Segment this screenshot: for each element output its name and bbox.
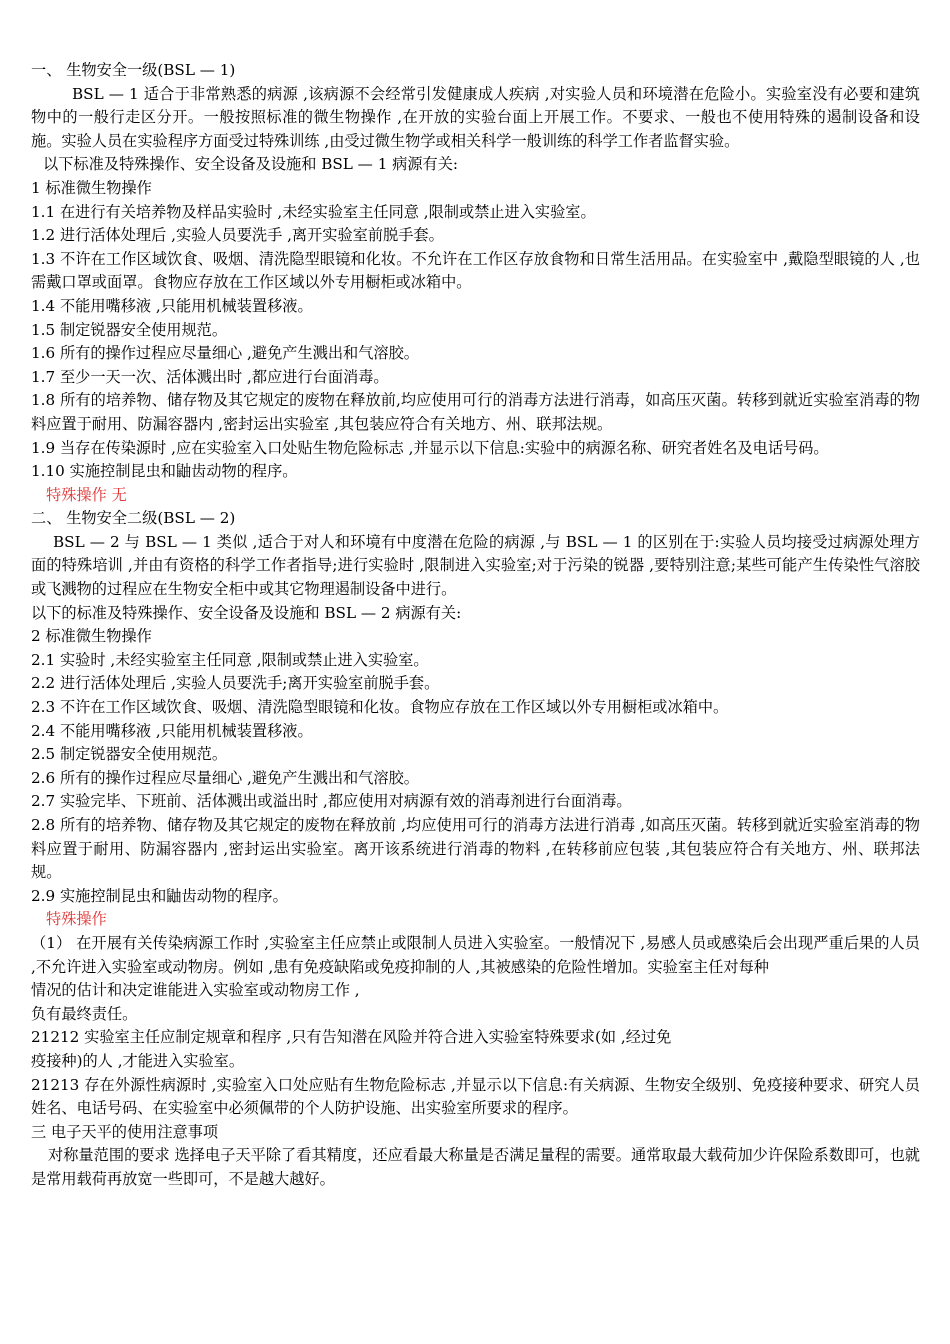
- list-item: 1.1 在进行有关培养物及样品实验时 ,未经实验室主任同意 ,限制或禁止进入实验室。: [31, 202, 596, 221]
- list-item: 1.10 实施控制昆虫和鼬齿动物的程序。: [31, 462, 298, 481]
- special-item-1-continued: 情况的估计和决定谁能进入实验室或动物房工作 ,: [31, 981, 360, 1000]
- list-item: 2.9 实施控制昆虫和鼬齿动物的程序。: [31, 886, 288, 905]
- list-item: 2.6 所有的操作过程应尽量细心 ,避免产生溅出和气溶胶。: [31, 768, 419, 787]
- list-item: 1.6 所有的操作过程应尽量细心 ,避免产生溅出和气溶胶。: [31, 344, 419, 363]
- section-3-heading: 三 电子天平的使用注意事项: [31, 1122, 219, 1141]
- list-item: 2.2 进行活体处理后 ,实验人员要洗手;离开实验室前脱手套。: [31, 674, 440, 693]
- section-3-text: 对称量范围的要求 选择电子天平除了看其精度，还应看最大称量是否满足量程的需要。通常取最大载荷加少许保险系数即可，也就是常用载荷再放宽一些即可，不是越大越好。: [31, 1146, 920, 1188]
- special-item-3: 21213 存在外源性病源时 ,实验室入口处应贴有生物危险标志 ,并显示以下信息:有关病源、生物安全级别、免疫接种要求、研究人员姓名、电话号码、在实验室中必须佩带的个人防护设施、出实验室所要求的程序。: [31, 1075, 920, 1118]
- list-item: 1.2 进行活体处理后 ,实验人员要洗手 ,离开实验室前脱手套。: [31, 226, 444, 245]
- special-item-1-end: 负有最终责任。: [31, 1004, 138, 1023]
- list-item: 1.9 当存在传染源时 ,应在实验室入口处贴生物危险标志 ,并显示以下信息:实验中的病源名称、研究者姓名及电话号码。: [31, 438, 829, 457]
- list-item: 1.7 至少一天一次、活体溅出时 ,都应进行台面消毒。: [31, 367, 389, 386]
- section-1-standard-heading: 1 标准微生物操作: [31, 178, 152, 197]
- list-item: 2.5 制定锐器安全使用规范。: [31, 745, 228, 764]
- list-item: 1.4 不能用嘴移液 ,只能用机械装置移液。: [31, 296, 313, 315]
- section-2-special-operations: 特殊操作: [46, 910, 107, 929]
- section-2-standard-heading: 2 标准微生物操作: [31, 627, 152, 646]
- section-1-special-operations: 特殊操作 无: [46, 485, 127, 504]
- section-1-intro: BSL — 1 适合于非常熟悉的病源 ,该病源不会经常引发健康成人疾病 ,对实验人员和环境潜在危险小。实验室没有必要和建筑物中的一般行走区分开。一般按照标准的微生物操作 ,在开放的实验台面上开展工作。不要求、一般也不使用特殊的遏制设备和设施。实验人员在实验程序方面受过特殊训练 ,由受过微生物学或相关科学一般训练的科学工作者监督实验。: [31, 84, 920, 150]
- special-item-2: 21212 实验室主任应制定规章和程序 ,只有告知潜在风险并符合进入实验室特殊要求(如 ,经过免: [31, 1028, 672, 1047]
- list-item: 1.8 所有的培养物、储存物及其它规定的废物在释放前,均应使用可行的消毒方法进行消毒，如高压灭菌。转移到就近实验室消毒的物料应置于耐用、防漏容器内 ,密封运出实验室 ,其包装应符合有关地方、州、联邦法规。: [31, 391, 920, 433]
- special-item-2-continued: 疫接种)的人 ,才能进入实验室。: [31, 1051, 245, 1070]
- list-item: 2.4 不能用嘴移液 ,只能用机械装置移液。: [31, 721, 313, 740]
- section-1-related: 以下标准及特殊操作、安全设备及设施和 BSL — 1 病源有关:: [43, 155, 459, 174]
- list-item: 2.3 不许在工作区域饮食、吸烟、清洗隐型眼镜和化妆。食物应存放在工作区域以外专用橱柜或冰箱中。: [31, 698, 729, 717]
- section-2-heading: 二、 生物安全二级(BSL — 2): [31, 509, 236, 528]
- section-2-related: 以下的标准及特殊操作、安全设备及设施和 BSL — 2 病源有关:: [31, 603, 462, 622]
- list-item: 2.8 所有的培养物、储存物及其它规定的废物在释放前 ,均应使用可行的消毒方法进行消毒 ,如高压灭菌。转移到就近实验室消毒的物料应置于耐用、防漏容器内 ,密封运出实验室。离开该系统进行消毒的物料 ,在转移前应包装 ,其包装应符合有关地方、州、联邦法规。: [31, 816, 920, 882]
- list-item: 2.7 实验完毕、下班前、活体溅出或溢出时 ,都应使用对病源有效的消毒剂进行台面消毒。: [31, 792, 632, 811]
- section-1-heading: 一、 生物安全一级(BSL — 1): [31, 61, 236, 79]
- special-item-1: （1） 在开展有关传染病源工作时 ,实验室主任应禁止或限制人员进入实验室。一般情况下 ,易感人员或感染后会出现严重后果的人员 ,不允许进入实验室或动物房。例如 ,患有免疫缺陷或免疫抑制的人 ,其被感染的危险性增加。实验室主任对每种: [31, 933, 920, 976]
- section-2-intro: BSL — 2 与 BSL — 1 类似 ,适合于对人和环境有中度潜在危险的病源 ,与 BSL — 1 的区别在于:实验人员均接受过病源处理方面的特殊培训 ,并由有资格的科学工作者指导;进行实验时 ,限制进入实验室;对于污染的锐器 ,要特别注意;某些可能产生传染性气溶胶或飞溅物的过程应在生物安全柜中或其它物理遏制设备中进行。: [31, 532, 920, 599]
- list-item: 1.3 不许在工作区域饮食、吸烟、清洗隐型眼镜和化妆。不允许在工作区存放食物和日常生活用品。在实验室中 ,戴隐型眼镜的人 ,也需戴口罩或面罩。食物应存放在工作区域以外专用橱柜或冰箱中。: [31, 249, 920, 292]
- list-item: 2.1 实验时 ,未经实验室主任同意 ,限制或禁止进入实验室。: [31, 650, 429, 669]
- list-item: 1.5 制定锐器安全使用规范。: [31, 320, 228, 339]
